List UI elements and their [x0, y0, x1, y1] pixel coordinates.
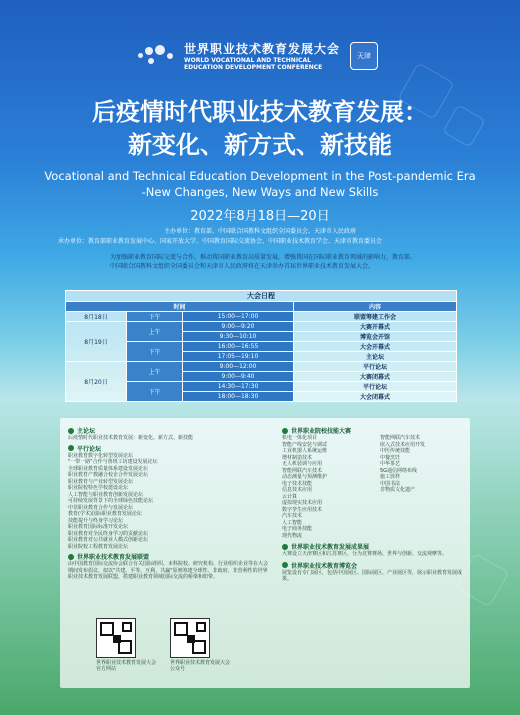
list-item: 全球职业教育质量体系建设发展论坛 — [68, 465, 149, 472]
schedule-time: 9:00—9:40 — [183, 372, 294, 382]
schedule-period: 下午 — [127, 382, 183, 402]
schedule-event: 大会闭幕式 — [294, 392, 457, 402]
list-item: 职业教育与产业转型发展论坛 — [68, 478, 134, 485]
list-item: 职业教育对公共就业人模式创新论坛 — [68, 537, 149, 543]
section-parallel-forums — [68, 444, 268, 453]
list-item: 职业院校工程教育发展论坛 — [68, 543, 129, 550]
section-expo — [282, 561, 464, 570]
achievements-text: 大赛设立天津赛区和江苏赛区，分为竞赛赛场、世界与创新、交流观摩等。 — [282, 551, 448, 557]
conference-logo — [138, 40, 378, 71]
list-item: 机电一体化项目 — [282, 435, 318, 441]
intro-paragraph: 为加强职业教育国际交流与合作，推动我国职业教育高质量发展，增强我国在国际职业教育领域的影响力，教育部、中国联合国教科文组织全国委员会和天津市人民政府将在天津举办首届世界职业技术教育发展大会。 — [110, 254, 417, 270]
list-item: 中华茶艺 — [380, 461, 401, 467]
list-item: 智能网联汽车技术 — [282, 467, 323, 474]
main-title-line-2: 新变化、新方式、新技能 — [128, 131, 392, 159]
logo-text — [184, 40, 340, 71]
list-item: 教育(学术)国际职业教育发展论坛 — [68, 511, 142, 517]
schedule-time: 9:30—10:10 — [183, 332, 294, 342]
schedule-table — [65, 290, 457, 402]
tianjin-badge: 天津 — [350, 42, 378, 70]
list-item: 动态测量与预测维护 — [282, 474, 328, 480]
list-item: 云计算 — [282, 493, 298, 500]
logo-english-line-1: WORLD VOCATIONAL AND TECHNICAL — [184, 57, 311, 64]
list-item: 技能提升与终身学习论坛 — [68, 517, 124, 524]
schedule-period: 上午 — [127, 362, 183, 382]
list-item: 职业院校特色学校建设论坛 — [68, 485, 129, 491]
list-item: 信息技术应用 — [282, 487, 313, 493]
schedule-row — [66, 322, 457, 332]
list-item: 电子技术技能 — [282, 480, 313, 487]
list-item: 中餐烹饪 — [380, 454, 401, 461]
event-date: 2022年8月18日—20日 — [190, 209, 330, 224]
list-item: 中医传统技能 — [380, 448, 411, 454]
list-item: 中国书法 — [380, 480, 401, 487]
schedule-time: 14:30—17:30 — [183, 382, 294, 392]
section-skills-contest — [282, 426, 464, 435]
section-title: 世界职业技术教育发展成果展 — [291, 544, 370, 551]
bullet-icon — [282, 428, 288, 434]
schedule-time: 9:00—9:20 — [183, 322, 294, 332]
list-item: 工业机器人系统运维 — [282, 448, 328, 454]
schedule-period: 上午 — [127, 322, 183, 342]
schedule-time: 18:00—18:30 — [183, 392, 294, 402]
list-item: 职业教育数字化转型发展论坛 — [68, 452, 134, 459]
main-title — [0, 96, 520, 162]
schedule-event: 大赛闭幕式 — [294, 372, 457, 382]
schedule-date: 8月20日 — [66, 362, 127, 402]
list-item: 数字孪生应用技术 — [282, 506, 323, 513]
left-column — [68, 426, 268, 581]
details-panel — [60, 418, 470, 688]
contest-list-a — [282, 435, 374, 539]
schedule-time: 9:00—12:00 — [183, 362, 294, 372]
section-title: 主论坛 — [77, 428, 96, 435]
list-item: 可持续发展背景下的全球绿色技能论坛 — [68, 498, 154, 504]
schedule-date: 8月19日 — [66, 322, 127, 362]
schedule-event: 主论坛 — [294, 352, 457, 362]
bullet-icon — [68, 445, 74, 451]
schedule-date: 8月18日 — [66, 312, 127, 322]
schedule-row — [66, 362, 457, 372]
list-item: 职业教育对全民终身学习的贡献论坛 — [68, 530, 149, 537]
english-title — [20, 168, 500, 200]
qr-code-wechat[interactable] — [170, 618, 210, 658]
section-alliance — [68, 552, 268, 561]
schedule-time: 17:05—19:10 — [183, 352, 294, 362]
qr-code-icon — [96, 618, 136, 658]
section-achievements — [282, 542, 464, 551]
schedule-time: 16:00—16:55 — [183, 342, 294, 352]
schedule-period: 下午 — [127, 312, 183, 322]
alliance-text: 由中国教育国际交流协会联合有关国际组织、本科院校、研究机构、行业组织企业等在大会期间发布倡议，拟以"共建、平等、互利、共赢"原则筹建全球性、非政府、非营利性的世界职业技术教育发展联盟，搭建职业教育领域国际交流的桥梁和纽带。 — [68, 561, 269, 580]
list-item: 施工放样 — [380, 474, 401, 480]
schedule-event: 大赛开幕式 — [294, 322, 457, 332]
logo-mark-icon — [138, 43, 178, 69]
list-item: 无人机装调与应用 — [282, 461, 323, 467]
section-title: 世界职业技术教育发展联盟 — [77, 554, 150, 561]
english-title-line-1: Vocational and Technical Education Development in the Post-pandemic Era — [44, 169, 476, 183]
english-title-line-2: -New Changes, New Ways and New Skills — [141, 185, 379, 199]
list-item: 汽车技术 — [282, 513, 303, 519]
section-title: 世界职业院校技能大赛 — [291, 428, 352, 435]
schedule-event: 平行论坛 — [294, 362, 457, 372]
expo-text: 展览设有专门展区，包括中国展区、国际展区、产业展区等，展示职业教育发展成果。 — [282, 569, 463, 582]
bullet-icon — [68, 428, 74, 434]
list-item: 非物质文化遗产 — [380, 487, 416, 493]
forum-list — [68, 453, 268, 551]
main-title-line-1: 后疫情时代职业技术教育发展： — [92, 98, 428, 126]
list-item: 人工智能与职业教育创新发展论坛 — [68, 491, 144, 498]
list-item: 虚拟现实技术应用 — [282, 500, 323, 506]
schedule-event: 平行论坛 — [294, 382, 457, 392]
schedule-row — [66, 312, 457, 322]
schedule-event: 联盟筹建工作会 — [294, 312, 457, 322]
list-item: 嵌入式技术应用开发 — [380, 441, 426, 448]
undertaking-organizers: 承办单位：教育部职业教育发展中心、国家开放大学、中国教育国际交流协会、中国职业技术教育学会、天津市教育委员会 — [58, 238, 383, 245]
schedule-header-content: 内容 — [294, 302, 457, 312]
contest-lists — [282, 435, 464, 539]
section-main-forum — [68, 426, 268, 435]
section-title: 世界职业技术教育博览会 — [291, 562, 358, 570]
schedule-period: 下午 — [127, 342, 183, 362]
list-item: "一带一路"合作与鲁班工坊建设发展论坛 — [68, 459, 158, 465]
schedule-event: 博览会开馆 — [294, 332, 457, 342]
bullet-icon — [282, 562, 288, 568]
list-item: 智能网联汽车技术 — [380, 435, 421, 441]
host-organizers: 主办单位：教育部、中国联合国教科文组织全国委员会、天津市人民政府 — [163, 228, 356, 235]
logo-english-line-2: EDUCATION DEVELOPMENT CONFERENCE — [184, 64, 323, 71]
right-column — [282, 426, 464, 583]
schedule-header-time: 时间 — [66, 302, 294, 312]
qr-code-icon — [170, 618, 210, 658]
contest-list-b — [380, 435, 464, 539]
schedule-title: 大会日程 — [66, 291, 457, 302]
list-item: 中非职业教育合作与发展论坛 — [68, 504, 134, 511]
logo-chinese-name: 世界职业技术教育发展大会 — [184, 42, 341, 56]
list-item: 职业教育产教融合校企合作发展论坛 — [68, 472, 149, 478]
list-item: 5G通信网络布线 — [380, 467, 418, 474]
list-item: 人工智能 — [282, 519, 303, 526]
bullet-icon — [282, 544, 288, 550]
list-item: 增材制造技术 — [282, 454, 313, 461]
schedule-time: 15:00—17:00 — [183, 312, 294, 322]
section-title: 平行论坛 — [77, 445, 102, 453]
qr-caption-website: 世界职业技术教育发展大会官方网站 — [96, 660, 157, 672]
main-forum-text: 后疫情时代职业技术教育发展：新变化、新方式、新技能 — [68, 435, 194, 441]
list-item: 现代物流 — [282, 532, 303, 539]
bullet-icon — [68, 554, 74, 560]
qr-code-website[interactable] — [96, 618, 136, 658]
list-item: 电子商务技能 — [282, 526, 313, 532]
schedule-event: 大会开幕式 — [294, 342, 457, 352]
list-item: 智能产线安装与调试 — [282, 441, 328, 448]
list-item: 职业教育国际标准开发论坛 — [68, 524, 129, 530]
qr-caption-wechat: 世界职业技术教育发展大会公众号 — [170, 660, 231, 672]
